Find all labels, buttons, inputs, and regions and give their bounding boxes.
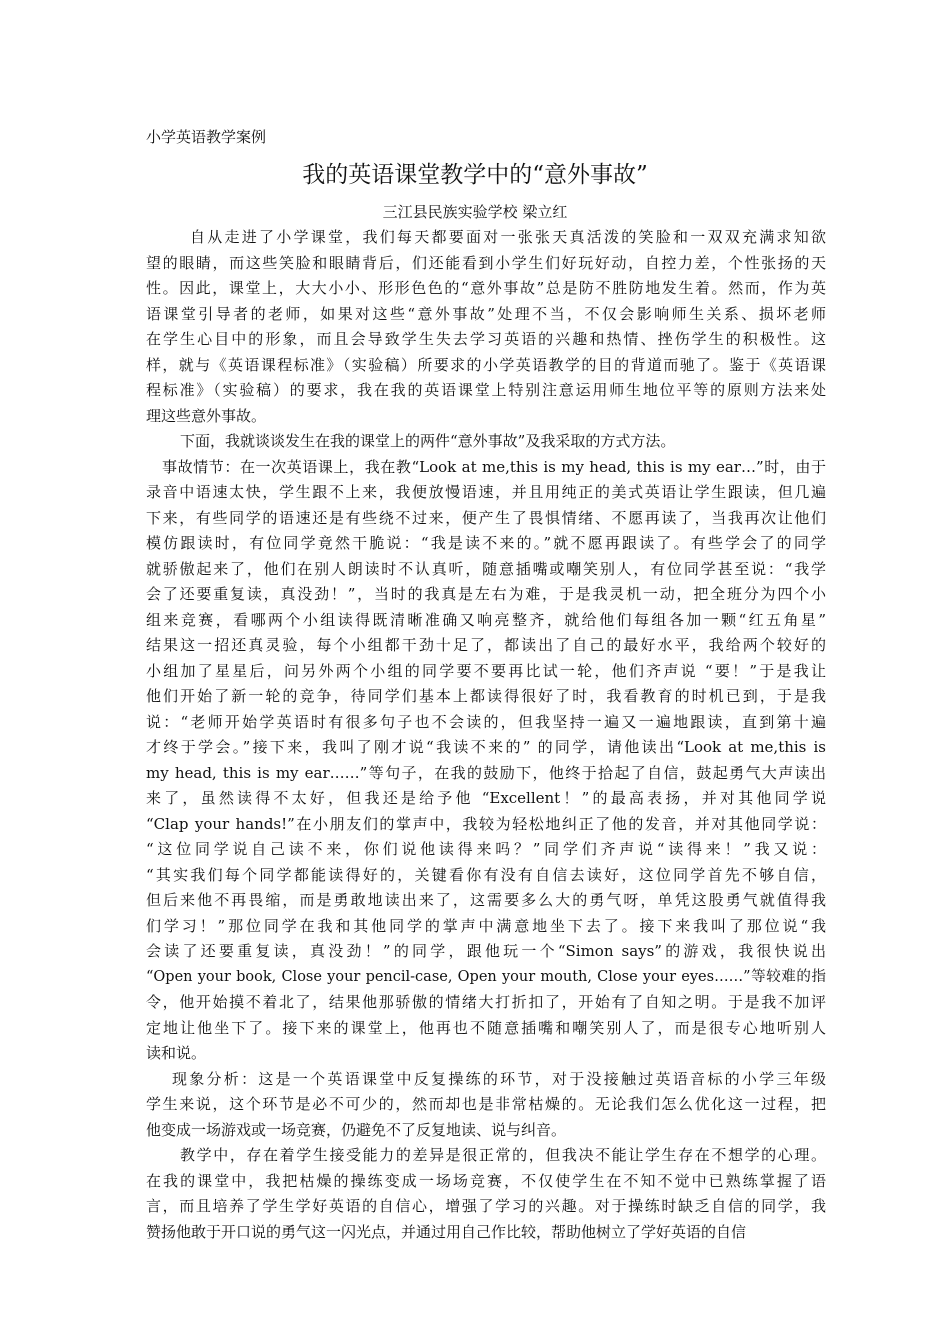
paragraph-line: 学生来说，这个环节是必不可少的，然而却也是非常枯燥的。无论我们怎么优化这一过程，把 [146,1095,826,1113]
paragraph-line: 现象分析：这是一个英语课堂中反复操练的环节，对于没接触过英语音标的小学三年级 [172,1069,826,1088]
paragraph-line: 但后来他不再畏缩，而是勇敢地读出来了，这需要多么大的勇气呀，单凭这股勇气就值得我 [146,891,826,909]
paragraph-line: 在学生心目中的形象，而且会导致学生失去学习英语的兴趣和热情、挫伤学生的积极性。这 [146,330,826,348]
paragraph [146,1143,826,1245]
paragraph-line: 望的眼睛，而这些笑脸和眼睛背后，们还能看到小学生们好玩好动，自控力差，个性张扬的天 [146,253,826,272]
paragraph-line: 模仿跟读时，有位同学竟然干脆说：“我是读不来的。”就不愿再跟读了。有些学会了的同学 [146,534,826,552]
paragraph [146,429,826,455]
paragraph-line: 他们开始了新一轮的竞争，待同学们基本上都读得很好了时，我看教育的时机已到，于是我 [146,687,826,705]
paragraph-line: 事故情节：在一次英语课上，我在教“Look at me,this is my head, this is my ear…”时，由于 [162,457,826,476]
paragraph-line: 组来竞赛，看哪两个小组读得既清晰准确又响亮整齐，就给他们每组各加一颗“红五角星” [146,610,826,629]
document-author: 三江县民族实验学校 梁立红 [382,203,568,221]
paragraph-line: 程标准》（实验稿）的要求，我在我的英语课堂上特别注意运用师生地位平等的原则方法来处 [146,381,826,399]
paragraph-line: my head, this is my ear……”等句子，在我的鼓励下，他终于拾起了自信，鼓起勇气大声读出 [146,763,826,782]
paragraph-line: 录音中语速太快，学生跟不上来，我便放慢语速，并且用纯正的美式英语让学生跟读，但几遍 [146,483,826,501]
paragraph-line: 在我的课堂中，我把枯燥的操练变成一场场竞赛，不仅使学生在不知不觉中已熟练掌握了语 [146,1171,826,1190]
paragraph-line: 们学习！”那位同学在我和其他同学的掌声中满意地坐下去了。接下来我叫了那位说“我 [146,916,826,935]
paragraph-line: 令，他开始摸不着北了，结果他那骄傲的情绪大打折扣了，开始有了自知之明。于是我不加评 [146,993,826,1011]
paragraph-line: 样，就与《英语课程标准》（实验稿）所要求的小学英语教学的目的背道而驰了。鉴于《英语课 [146,355,826,374]
paragraph-line: 性。因此，课堂上，大大小小、形形色色的“意外事故”总是防不胜防地发生着。然而，作为英 [146,279,826,297]
paragraph-line: 赞扬他敢于开口说的勇气这一闪光点，并通过用自己作比较，帮助他树立了学好英语的自信 [146,1222,747,1241]
paragraph-line: 结果这一招还真灵验，每个小组都干劲十足了，都读出了自己的最好水平，我给两个较好的 [146,636,826,654]
paragraph-line: “Open your book, Close your pencil-case, Open your mouth, Close your eyes……”等较难的指 [146,968,826,985]
document-body [146,225,826,1245]
paragraph-line: 下来，有些同学的语速还是有些绕不过来，便产生了畏惧情绪、不愿再读了，当我再次让他们 [146,508,826,527]
paragraph [146,455,826,1067]
paragraph-line: 小组加了星星后，问另外两个小组的同学要不要再比试一轮，他们齐声说 “要！”于是我让 [146,661,826,680]
paragraph [146,1067,826,1144]
paragraph-line: 才终于学会。”接下来，我叫了刚才说“我读不来的” 的同学，请他读出“Look at me,this is [146,738,826,756]
document-title: 我的英语课堂教学中的“意外事故” [302,162,648,188]
paragraph-line: 就骄傲起来了，他们在别人朗读时不认真听，随意插嘴或嘲笑别人，有位同学甚至说：“我学 [146,559,826,578]
paragraph-line: 来了，虽然读得不太好，但我还是给予他 “Excellent！”的最高表扬，并对其他同学说 [146,789,826,807]
paragraph-line: 下面，我就谈谈发生在我的课堂上的两件“意外事故”及我采取的方式方法。 [180,432,676,450]
document-category: 小学英语教学案例 [146,128,267,146]
paragraph-line: 语课堂引导者的老师，如果对这些“意外事故”处理不当，不仅会影响师生关系、损坏老师 [146,304,826,323]
paragraph-line: 理这些意外事故。 [146,406,267,425]
paragraph-line: 言，而且培养了学生学好英语的自信心，增强了学习的兴趣。对于操练时缺乏自信的同学，我 [146,1197,826,1215]
paragraph-line: 自从走进了小学课堂，我们每天都要面对一张张天真活泼的笑脸和一双双充满求知欲 [190,228,826,246]
paragraph-line: 会了还要重复读，真没劲！”，当时的我真是左右为难，于是我灵机一动，把全班分为四个小 [146,585,826,603]
paragraph-line: 会读了还要重复读，真没劲！”的同学，跟他玩一个“Simon says”的游戏，我很快说出 [146,942,826,960]
paragraph [146,225,826,429]
paragraph-line: “这位同学说自己读不来，你们说他读得来吗？”同学们齐声说“读得来！”我又说： [146,840,826,858]
paragraph-line: “Clap your hands!”在小朋友们的掌声中，我较为轻松地纠正了他的发音，并对其他同学说： [146,814,826,833]
paragraph-line: 定地让他坐下了。接下来的课堂上，他再也不随意插嘴和嘲笑别人了，而是很专心地听别人 [146,1018,826,1037]
paragraph-line: 他变成一场游戏或一场竞赛，仍避免不了反复地读、说与纠音。 [146,1120,567,1139]
paragraph-line: “其实我们每个同学都能读得好的，关键看你有没有自信去读好，这位同学首先不够自信， [146,865,826,884]
paragraph-line: 说：“老师开始学英语时有很多句子也不会读的，但我坚持一遍又一遍地跟读，直到第十遍 [146,712,826,731]
paragraph-line: 读和说。 [146,1044,207,1062]
paragraph-line: 教学中，存在着学生接受能力的差异是很正常的，但我决不能让学生存在不想学的心理。 [180,1146,826,1164]
